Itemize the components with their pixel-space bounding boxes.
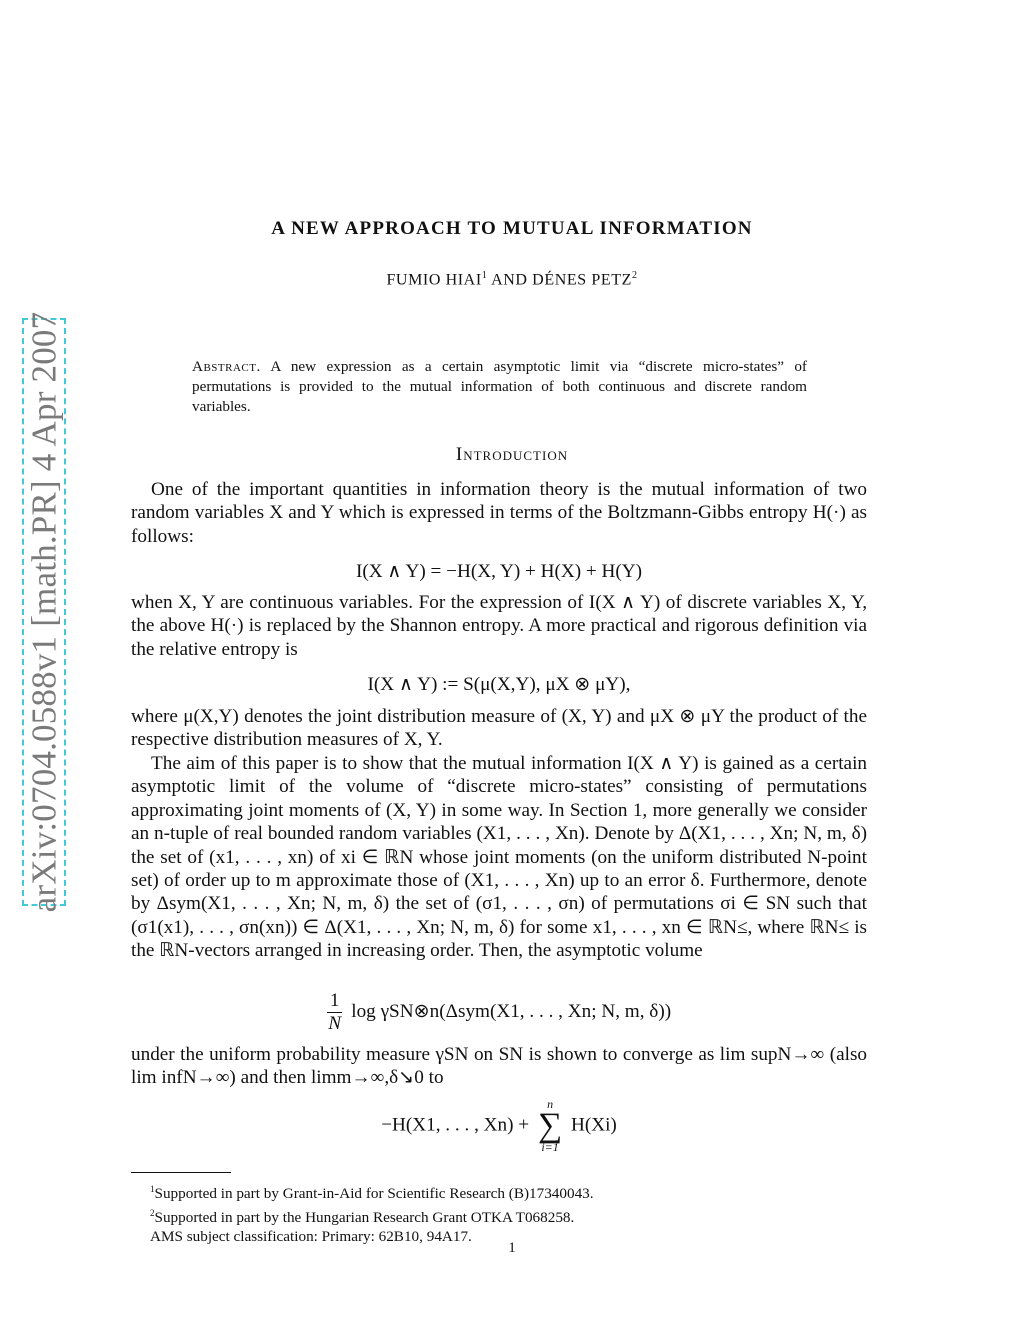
paragraph-5-block xyxy=(131,1043,867,1090)
paragraph-3: where μ(X,Y) denotes the joint distribution measure of (X, Y) and μX ⊗ μY the product of the respective distribution measures of X, Y. xyxy=(131,706,867,751)
footnote-1-text: Supported in part by Grant-in-Aid for Scientific Research (B)17340043. xyxy=(154,1185,594,1203)
abstract-text: A new expression as a certain asymptotic limit via “discrete micro-states” of permutations is provided to the mutual information of both continuous and discrete random variables. xyxy=(192,358,807,415)
footnote-rule xyxy=(131,1172,231,1173)
equation-4-upper-limit: n xyxy=(547,1097,554,1111)
abstract-label: Abstract. xyxy=(192,358,261,375)
footnotes xyxy=(150,1180,594,1247)
author-2-footnote-mark: 2 xyxy=(631,270,638,281)
author-line xyxy=(0,270,1024,289)
equation-3 xyxy=(131,990,867,1035)
paragraph-3-block xyxy=(131,705,867,752)
footnote-1 xyxy=(150,1180,594,1204)
paper-title: A NEW APPROACH TO MUTUAL INFORMATION xyxy=(271,218,753,239)
footnote-2 xyxy=(150,1204,594,1228)
paragraph-5: under the uniform probability measure γSN on SN is shown to converge as lim supN→∞ (also lim infN→∞) and then limm→∞,δ↘0 to xyxy=(131,1044,867,1089)
equation-4 xyxy=(131,1098,867,1154)
equation-1: I(X ∧ Y) = −H(X, Y) + H(X) + H(Y) xyxy=(355,561,643,582)
section-title: Introduction xyxy=(455,444,569,465)
equation-4-lower-limit: i=1 xyxy=(541,1140,559,1154)
page-number: 1 xyxy=(508,1240,516,1256)
footnote-2-mark: 2 xyxy=(150,1207,155,1218)
author-1-footnote-mark: 1 xyxy=(481,270,488,281)
ams-classification: AMS subject classification: Primary: 62B10, 94A17. xyxy=(150,1228,472,1246)
author-1: FUMIO HIAI xyxy=(386,271,482,289)
equation-3-denominator: N xyxy=(328,1013,342,1034)
equation-3-fraction xyxy=(327,990,343,1035)
footnote-2-text: Supported in part by the Hungarian Research Grant OTKA T068258. xyxy=(154,1208,575,1226)
equation-4-sigma: ∑ xyxy=(537,1107,563,1144)
equation-4-summation xyxy=(538,1098,562,1154)
paragraph-1-block xyxy=(131,478,867,548)
paragraph-2: when X, Y are continuous variables. For the expression of I(X ∧ Y) of discrete variables X, Y, the above H(·) is replaced by the Shannon entropy. A more practical and rigorous definition via the relative entropy is xyxy=(131,592,867,660)
footnote-1-mark: 1 xyxy=(150,1184,155,1194)
author-conjunction: AND xyxy=(491,271,528,289)
paragraph-1: One of the important quantities in information theory is the mutual information of two random variables X and Y which is expressed in terms of the Boltzmann-Gibbs entropy H(·) as follows: xyxy=(131,479,867,547)
equation-2: I(X ∧ Y) := S(μ(X,Y), μX ⊗ μY), xyxy=(367,674,631,695)
equation-4-right: H(Xi) xyxy=(570,1114,617,1136)
author-2: DÉNES PETZ xyxy=(532,271,632,289)
equation-3-body: log γSN⊗n(Δsym(X1, . . . , Xn; N, m, δ)) xyxy=(351,1000,672,1022)
paragraph-4: The aim of this paper is to show that the mutual information I(X ∧ Y) is gained as a certain asymptotic limit of the volume of “discrete micro-states” consisting of permutations approximating joint moments of (X, Y) in some way. In Section 1, more generally we consider an n-tuple of real bounded random variables (X1, . . . , Xn). Denote by Δ(X1, . . . , Xn; N, m, δ) the set of (x1, . . . , xn) of xi ∈ ℝN whose joint moments (on the uniform distributed N-point set) of order up to m approximate those of (X1, . . . , Xn) up to an error δ. Furthermore, denote by Δsym(X1, . . . , Xn; N, m, δ) the set of (σ1, . . . , σn) of permutations σi ∈ SN such that (σ1(x1), . . . , σn(xn)) ∈ Δ(X1, . . . , Xn; N, m, δ) for some x1, . . . , xn ∈ ℝN≤, where ℝN≤ is the ℝN-vectors arranged in increasing order. Then, the asymptotic volume xyxy=(131,753,867,962)
paragraph-4-block xyxy=(131,752,867,963)
paragraph-2-block xyxy=(131,591,867,661)
equation-3-numerator: 1 xyxy=(327,990,343,1013)
arxiv-stamp-text: arXiv:0704.0588v1 [math.PR] 4 Apr 2007 xyxy=(24,311,63,913)
arxiv-stamp xyxy=(22,311,66,913)
equation-4-left: −H(X1, . . . , Xn) + xyxy=(381,1114,530,1136)
abstract xyxy=(192,357,807,417)
